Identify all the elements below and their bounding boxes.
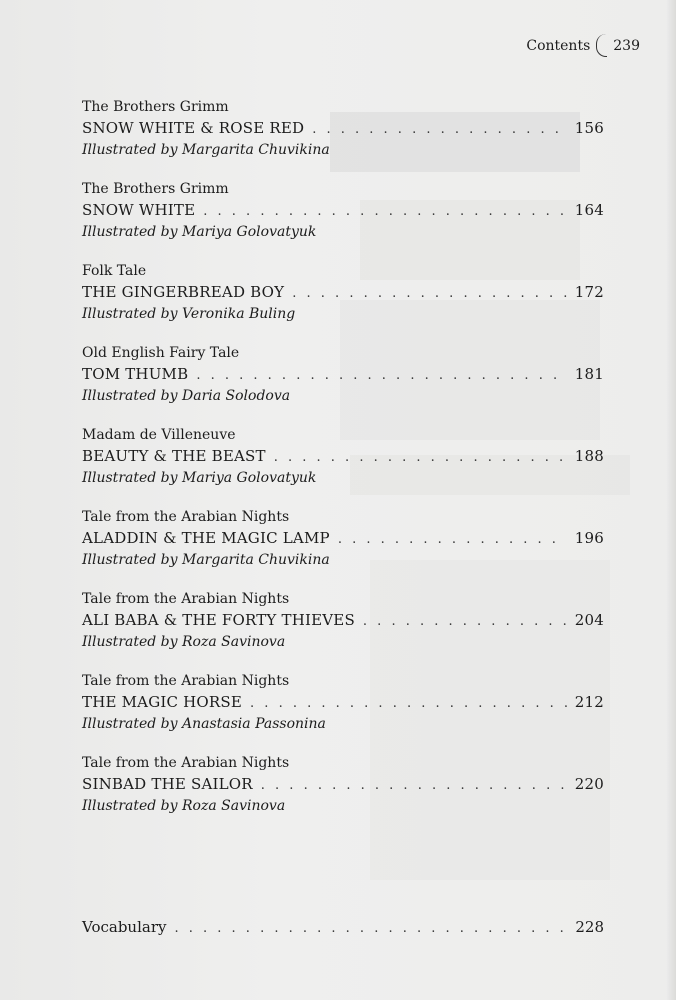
entry-title: ALI BABA & THE FORTY THIEVES — [82, 611, 355, 629]
entry-title-line[interactable] — [82, 773, 604, 797]
entry-title-line[interactable] — [82, 527, 604, 551]
toc-entry — [82, 180, 604, 242]
dot-leader — [174, 921, 567, 936]
entry-illustrator: Illustrated by Anastasia Passonina — [82, 716, 326, 732]
entry-page-number: 212 — [574, 693, 604, 711]
entry-title-line[interactable] — [82, 445, 604, 469]
entry-title: SINBAD THE SAILOR — [82, 775, 253, 793]
entry-source: Tale from the Arabian Nights — [82, 509, 290, 525]
entry-source: Tale from the Arabian Nights — [82, 673, 290, 689]
entry-page-number: 181 — [574, 365, 604, 383]
entry-illustrator: Illustrated by Veronika Buling — [82, 306, 296, 322]
toc-entry — [82, 590, 604, 652]
running-header — [526, 34, 640, 57]
entry-title: SNOW WHITE — [82, 201, 196, 219]
dot-leader — [274, 447, 567, 469]
entry-illustrator: Illustrated by Roza Savinova — [82, 798, 286, 814]
table-of-contents — [82, 98, 604, 836]
entry-source: The Brothers Grimm — [82, 181, 229, 197]
vocabulary-label: Vocabulary — [82, 918, 167, 936]
page-edge-shadow — [666, 0, 676, 1000]
entry-illustrator: Illustrated by Mariya Golovatyuk — [82, 470, 317, 486]
dot-leader — [261, 775, 567, 797]
entry-page-number: 220 — [574, 775, 604, 793]
entry-title-line[interactable] — [82, 363, 604, 387]
entry-title-line[interactable] — [82, 609, 604, 633]
entry-title-line[interactable] — [82, 691, 604, 715]
entry-illustrator: Illustrated by Margarita Chuvikina — [82, 552, 330, 568]
entry-source: Madam de Villeneuve — [82, 427, 236, 443]
entry-title: THE MAGIC HORSE — [82, 693, 243, 711]
toc-entry — [82, 672, 604, 734]
entry-title-line[interactable] — [82, 117, 604, 141]
entry-illustrator: Illustrated by Roza Savinova — [82, 634, 286, 650]
entry-page-number: 172 — [574, 283, 604, 301]
entry-title: ALADDIN & THE MAGIC LAMP — [82, 529, 330, 547]
toc-entry — [82, 508, 604, 570]
entry-title-line[interactable] — [82, 199, 604, 223]
entry-page-number: 164 — [574, 201, 604, 219]
toc-entry — [82, 98, 604, 160]
toc-entry — [82, 754, 604, 816]
dot-leader — [312, 119, 567, 141]
entry-illustrator: Illustrated by Margarita Chuvikina — [82, 142, 330, 158]
dot-leader — [292, 283, 567, 305]
entry-page-number: 156 — [574, 119, 604, 137]
toc-entry — [82, 262, 604, 324]
vocabulary-page-number: 228 — [575, 918, 604, 936]
entry-title: TOM THUMB — [82, 365, 189, 383]
entry-source: Tale from the Arabian Nights — [82, 755, 290, 771]
toc-entry — [82, 344, 604, 406]
entry-page-number: 188 — [574, 447, 604, 465]
entry-title: THE GINGERBREAD BOY — [82, 283, 285, 301]
dot-leader — [250, 693, 567, 715]
vocabulary-entry[interactable] — [82, 918, 604, 936]
header-label: Contents — [526, 37, 591, 54]
entry-page-number: 204 — [574, 611, 604, 629]
toc-entry — [82, 426, 604, 488]
entry-illustrator: Illustrated by Mariya Golovatyuk — [82, 224, 317, 240]
entry-source: Tale from the Arabian Nights — [82, 591, 290, 607]
header-page-number: 239 — [613, 37, 640, 54]
entry-source: The Brothers Grimm — [82, 99, 229, 115]
dot-leader — [196, 365, 566, 387]
dot-leader — [363, 611, 567, 633]
entry-title: SNOW WHITE & ROSE RED — [82, 119, 305, 137]
entry-page-number: 196 — [574, 529, 604, 547]
entry-title-line[interactable] — [82, 281, 604, 305]
dot-leader — [203, 201, 567, 223]
entry-source: Folk Tale — [82, 263, 147, 279]
dot-leader — [338, 529, 567, 551]
header-bracket-ornament — [596, 34, 607, 57]
entry-source: Old English Fairy Tale — [82, 345, 240, 361]
entry-illustrator: Illustrated by Daria Solodova — [82, 388, 291, 404]
entry-title: BEAUTY & THE BEAST — [82, 447, 266, 465]
